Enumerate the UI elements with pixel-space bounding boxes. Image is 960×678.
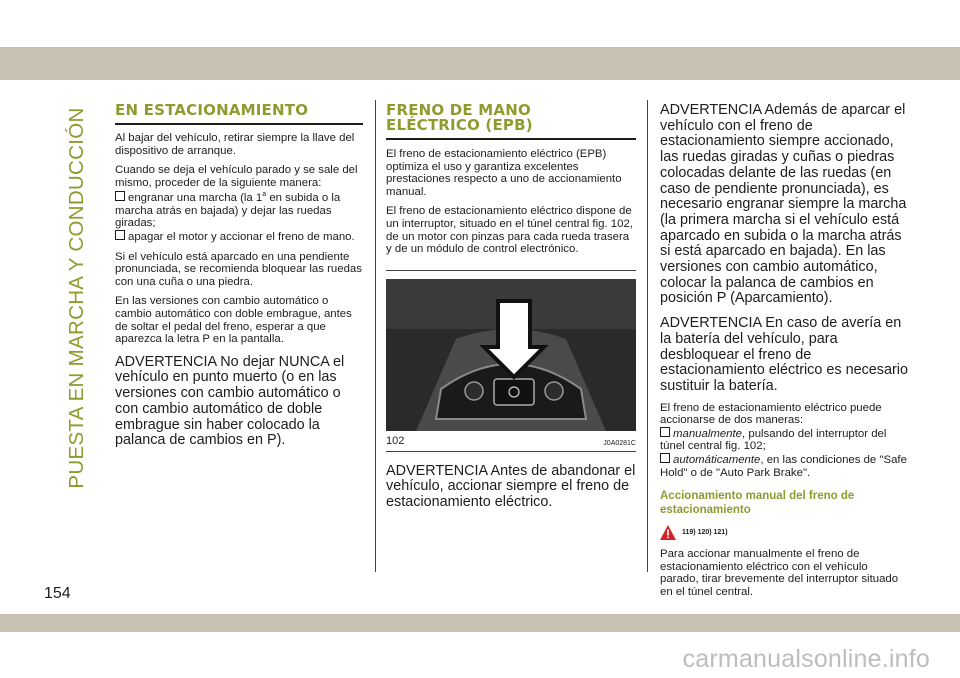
column-divider xyxy=(647,100,648,572)
bullet-item: engranar una marcha (la 1$^a$ en subida o la marcha atrás en bajada) y dejar las ruedas giradas; xyxy=(115,191,341,230)
figure xyxy=(386,270,636,452)
paragraph: Al bajar del vehículo, retirar siempre la llave del dispositivo de arranque. xyxy=(115,132,355,157)
paragraph: En las versiones con cambio automático o cambio automático con doble embrague, antes de soltar el pedal del freno, esperar a que aparezca la letra P en la pantalla. xyxy=(115,295,352,346)
subsection-heading: Accionamiento manual del freno de estacionamiento xyxy=(660,490,855,517)
paragraph: El freno de estacionamiento eléctrico puede accionarse de dos maneras: manualmente, pulsando del interruptor del túnel central fig. 102; automáticamente, en las condiciones de "Safe Hold" o de "Auto Park Brake". xyxy=(660,401,907,479)
page-number: 154 xyxy=(44,585,71,602)
section-heading: EN ESTACIONAMIENTO xyxy=(115,103,363,125)
side-section-title: PUESTA EN MARCHA Y CONDUCCIÓN xyxy=(65,107,88,489)
warning-text: ADVERTENCIA Además de aparcar el vehículo con el freno de estacionamiento siempre accionado, las ruedas giradas y cuñas o piedras colocadas delante de las ruedas (en caso de pendiente pronunciada), es necesario engranar siempre la marcha (la primera marcha si el vehículo está aparcado en subida o la marcha atrás si está aparcado en bajada). En las versiones con cambio automático, colocar la palanca de cambios en posición P (Aparcamiento). xyxy=(660,102,907,307)
column-1 xyxy=(115,100,363,449)
warning-refs: 119) 120) 121) xyxy=(682,529,728,537)
warning-text: ADVERTENCIA No dejar NUNCA el vehículo en punto muerto (o en las versiones con cambio automático o con cambio automático de doble embrague sin haber colocado la palanca de cambios en P). xyxy=(115,353,345,449)
warning-text: ADVERTENCIA En caso de avería en la batería del vehículo, para desbloquear el freno de estacionamiento eléctrico es necesario sustituir la batería. xyxy=(660,315,908,394)
figure-caption xyxy=(386,435,636,447)
checkbox-bullet-icon xyxy=(115,191,125,201)
bullet-item: manualmente, pulsando del interruptor del túnel central fig. 102; xyxy=(660,427,887,453)
checkbox-bullet-icon xyxy=(660,427,670,437)
paragraph: Cuando se deja el vehículo parado y se sale del mismo, proceder de la siguiente manera: engranar una marcha (la 1$^a$ en subida o la marcha atrás en bajada) y dejar las ruedas giradas; apagar el motor y accionar el freno de mano. xyxy=(115,164,363,243)
epb-switch-photo xyxy=(386,279,636,431)
paragraph: Para accionar manualmente el freno de estacionamiento eléctrico con el vehículo parado, tirar brevemente del interruptor situado en el túnel central. xyxy=(660,548,899,598)
paragraph: El freno de estacionamiento eléctrico dispone de un interruptor, situado en el túnel central fig. 102, de un motor con pinzas para cada rueda trasera y de un módulo de control electrónico. xyxy=(386,205,633,256)
column-3 xyxy=(660,100,908,599)
checkbox-bullet-icon xyxy=(660,453,670,463)
warning-reference xyxy=(660,525,908,540)
figure-number: 102 xyxy=(386,434,405,447)
column-divider xyxy=(375,100,376,572)
bullet-item: apagar el motor y accionar el freno de mano. xyxy=(115,230,363,244)
warning-triangle-icon xyxy=(660,525,676,540)
figure-code: J0A0281C xyxy=(603,439,636,447)
top-band xyxy=(0,47,960,80)
section-heading: FRENO DE MANO ELÉCTRICO (EPB) xyxy=(386,103,636,140)
bottom-band xyxy=(0,614,960,632)
watermark: carmanualsonline.info xyxy=(682,645,930,673)
checkbox-bullet-icon xyxy=(115,230,125,240)
column-2 xyxy=(386,100,636,511)
paragraph: Si el vehículo está aparcado en una pendiente pronunciada, se recomienda bloquear las ruedas con una cuña o una piedra. xyxy=(115,250,362,288)
bullet-item: automáticamente, en las condiciones de "Safe Hold" o de "Auto Park Brake". xyxy=(660,454,907,479)
warning-text: ADVERTENCIA Antes de abandonar el vehículo, accionar siempre el freno de estacionamiento eléctrico. xyxy=(386,462,636,511)
paragraph: El freno de estacionamiento eléctrico (EPB) optimiza el uso y garantiza excelentes prestaciones respecto a uno de accionamiento manual. xyxy=(386,148,622,198)
